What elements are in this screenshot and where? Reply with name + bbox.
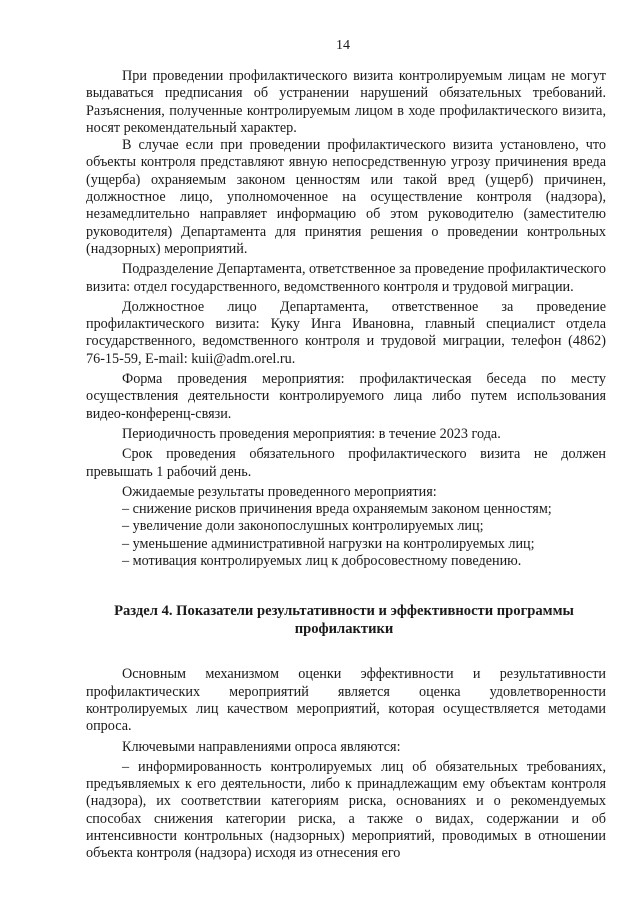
- paragraph-responsible-department: Подразделение Департамента, ответственное за проведение профилактического визита: отдел государственного, ведомственного контроля и трудовой миграции.: [86, 261, 607, 295]
- list-item: – снижение рисков причинения вреда охраняемым законом ценностям;: [122, 501, 552, 518]
- paragraph-periodicity: Периодичность проведения мероприятия: в течение 2023 года.: [122, 425, 501, 442]
- paragraph-expected-results: Ожидаемые результаты проведенного мероприятия:: [122, 483, 437, 500]
- list-item: – уменьшение административной нагрузки на контролируемых лиц;: [122, 535, 535, 552]
- paragraph-duration: Срок проведения обязательного профилактического визита не должен превышать 1 рабочий день.: [86, 446, 606, 480]
- section-4-heading: Раздел 4. Показатели результативности и эффективности программы профилактики: [114, 603, 574, 638]
- list-item: – мотивация контролируемых лиц к добросовестному поведению.: [122, 553, 522, 570]
- list-item: – увеличение доли законопослушных контролируемых лиц;: [122, 518, 484, 535]
- list-item-awareness: – информированность контролируемых лиц об обязательных требованиях, предъявляемых к его деятельности, либо к принадлежащим ему объектам контроля (надзора), их соответствии категориям риска, основаниях и о рекомендуемых способах снижения категории риска, а также о видах, содержании и об интенсивности контрольных (надзорных) мероприятий, проводимых в отношении объекта контроля (надзора) исходя из отнесения его: [86, 758, 606, 862]
- paragraph-visit-no-orders: При проведении профилактического визита контролируемым лицам не могут выдаваться предписания об устранении нарушений обязательных требований. Разъяснения, полученные контролируемым лицом в ходе профилактического визита, носят рекомендательный характер.: [86, 68, 606, 136]
- paragraph-survey-directions: Ключевыми направлениями опроса являются:: [122, 738, 401, 755]
- paragraph-event-form: Форма проведения мероприятия: профилактическая беседа по месту осуществления деятельности контролируемого лица либо путем использования видео-конференц-связи.: [86, 371, 606, 422]
- page-number: 14: [336, 38, 350, 53]
- paragraph-evaluation-mechanism: Основным механизмом оценки эффективности и результативности профилактических мероприятий является оценка удовлетворенности контролируемых лиц качеством мероприятий, которая осуществляется методами опроса.: [86, 666, 606, 735]
- expected-results-list: [86, 501, 606, 570]
- paragraph-threat-detected: В случае если при проведении профилактического визита установлено, что объекты контроля представляют явную непосредственную угрозу причинения вреда (ущерба) охраняемым законом ценностям или такой вред (ущерб) причинен, должностное лицо, уполномоченное на осуществление контроля (надзора), незамедлительно направляет информацию об этом руководителю (заместителю руководителя) Департамента для принятия решения о проведении контрольных (надзорных) мероприятий.: [86, 137, 606, 257]
- paragraph-responsible-official: Должностное лицо Департамента, ответственное за проведение профилактического визита: Куку Инга Ивановна, главный специалист отдела государственного, ведомственного контроля и трудовой миграции, телефон (4862) 76-15-59, E-mail: kuii@adm.orel.ru.: [86, 298, 606, 367]
